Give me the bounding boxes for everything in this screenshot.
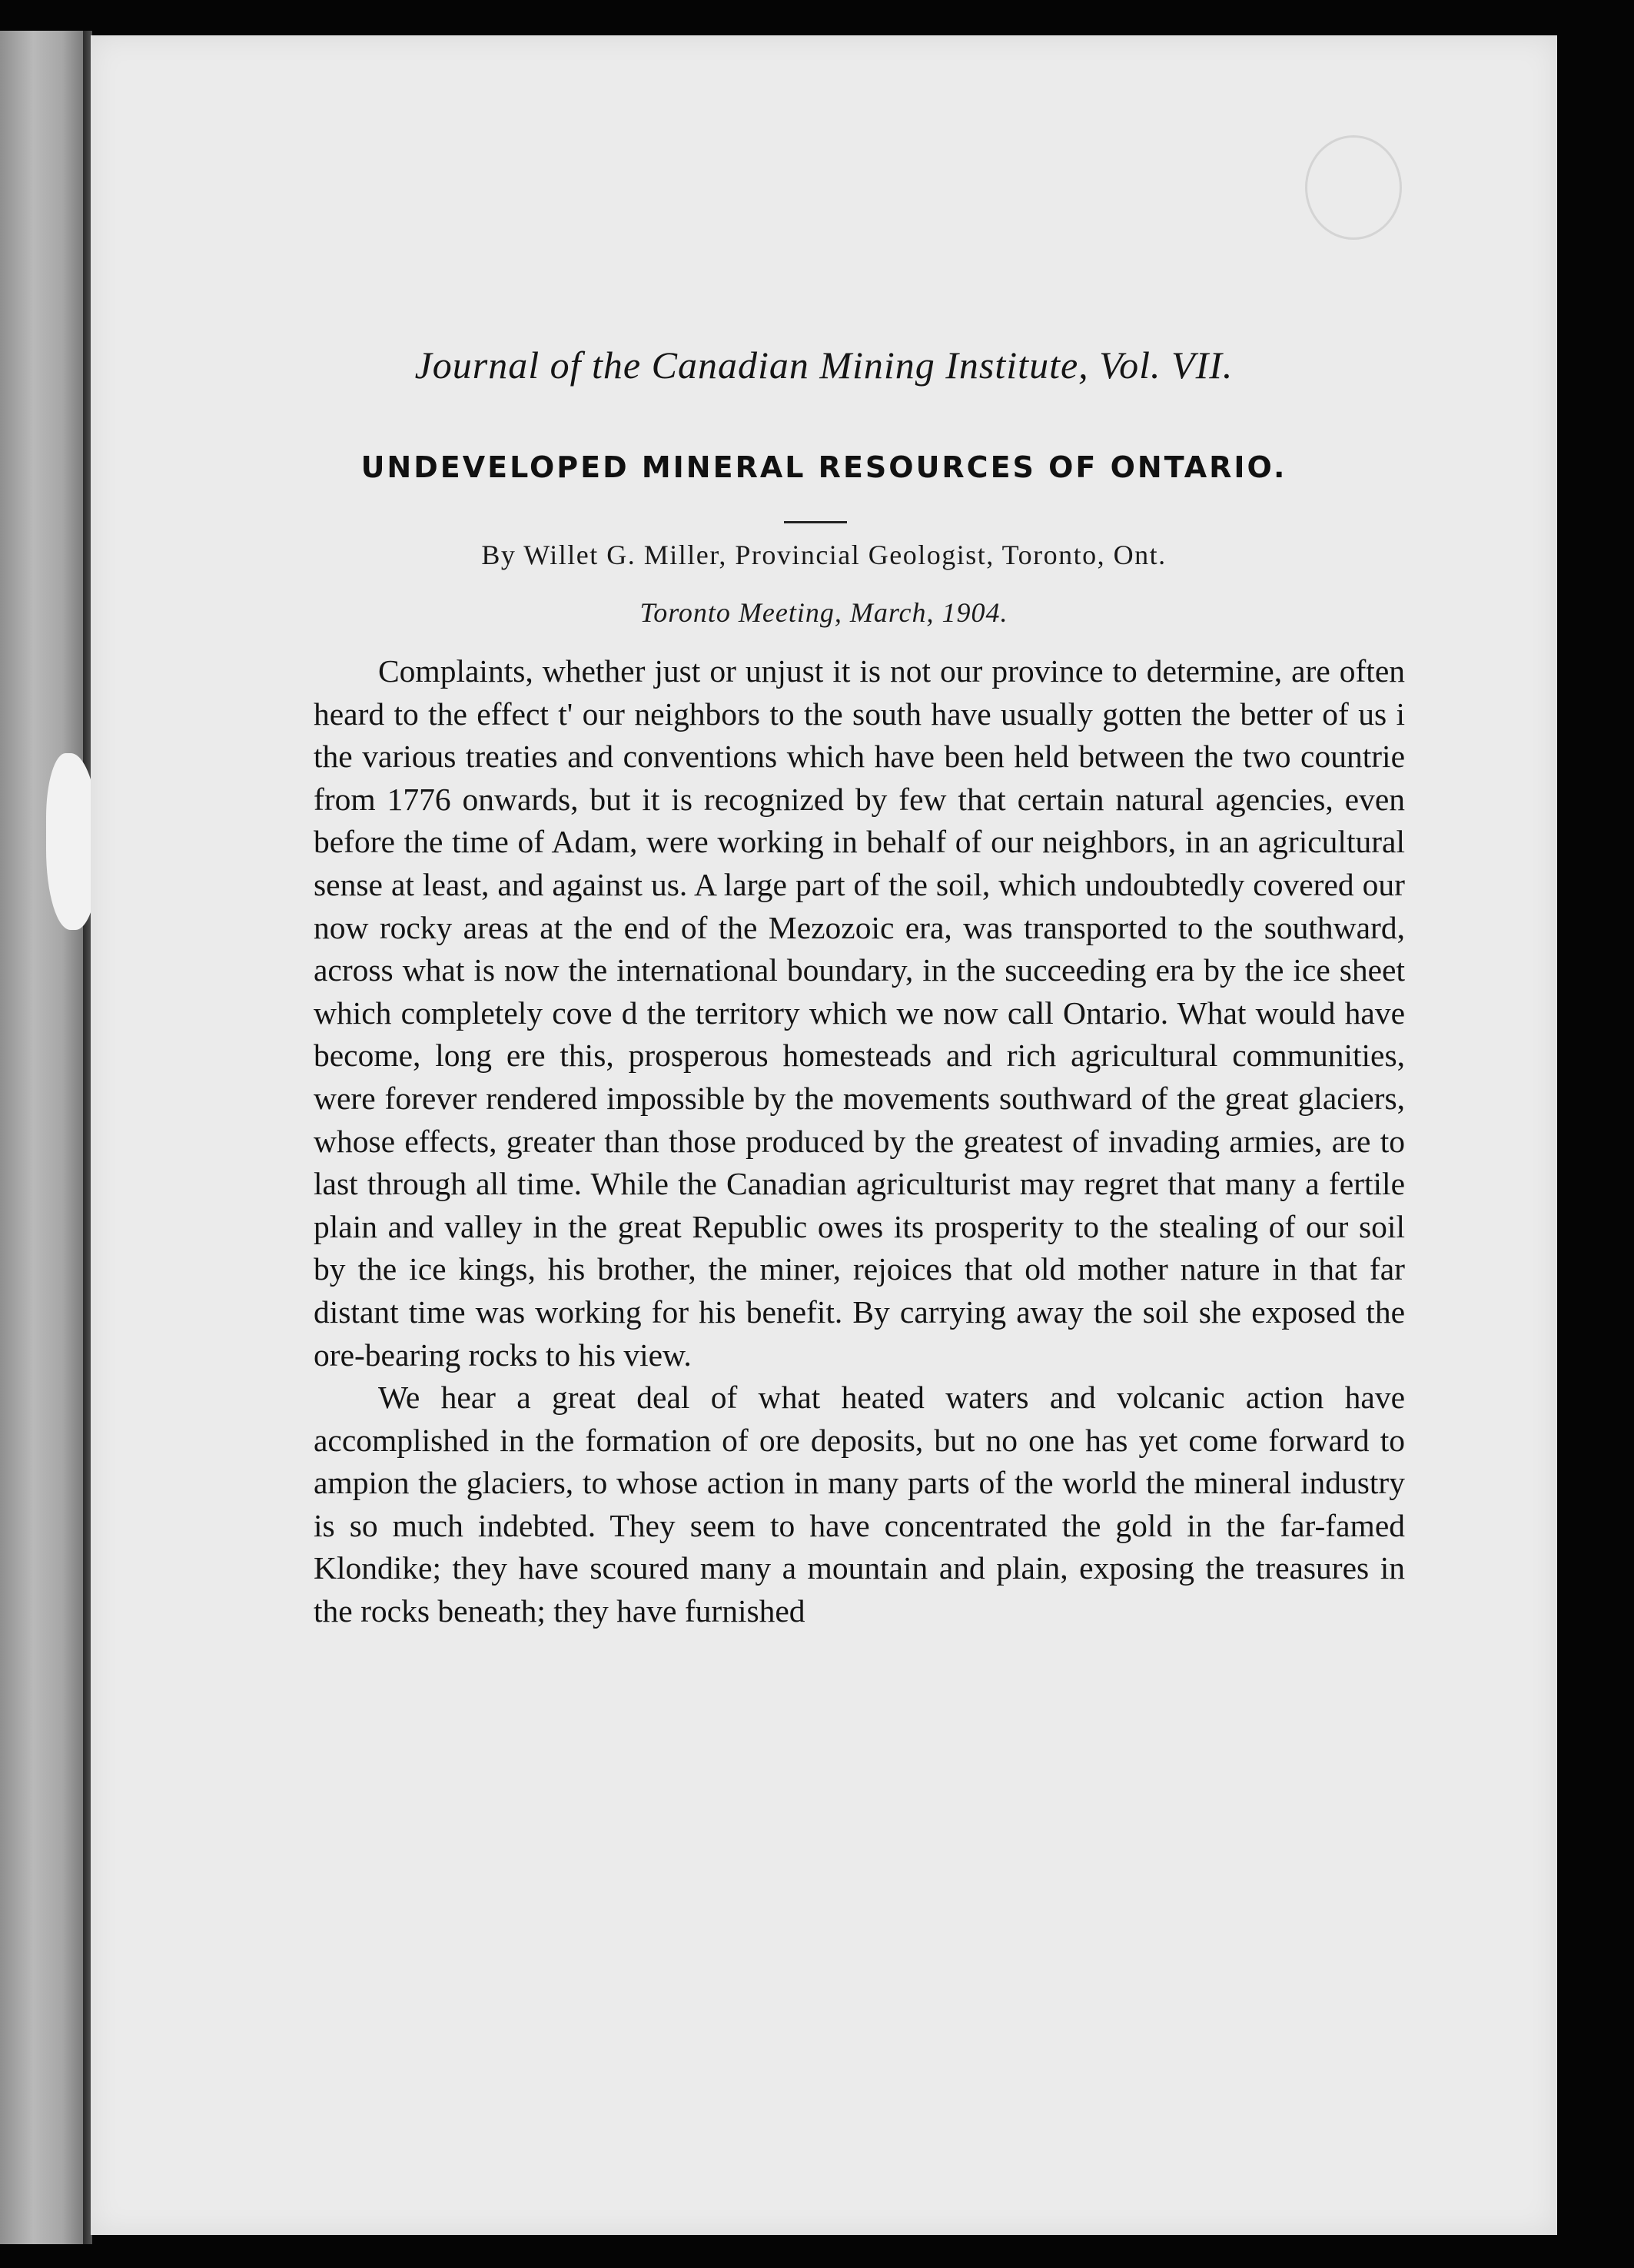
- journal-title: Journal of the Canadian Mining Institute, Vol. VII.: [414, 344, 1234, 387]
- author-byline: By Willet G. Miller, Provincial Geologist, Toronto, Ont.: [481, 540, 1167, 570]
- paragraph-1: Complaints, whether just or unjust it is not our province to determine, are often heard to the effect t' our neighbors to the south have usually gotten the better of us i the various treaties and conventions which have been held between the two countrie from 1776 onwards, but it is recognized by few that certain natural agencies, even before the time of Adam, were working in behalf of our neighbors, in an agricultural sense at least, and against us. A large part of the soil, which undoubtedly covered our now rocky areas at the end of the Mezozoic era, was transported to the southward, across what is now the international boundary, in the succeeding era by the ice sheet which completely cove d the territory which we now call Ontario. What would have become, long ere this, prosperous homesteads and rich agricultural communities, were forever rendered impossible by the movements southward of the great glaciers, whose effects, greater than those produced by the greatest of invading armies, are to last through all time. While the Canadian agriculturist may regret that many a fertile plain and valley in the great Republic owes its prosperity to the stealing of our soil by the ice kings, his brother, the miner, rejoices that old mother nature in that far distant time was working for his benefit. By carrying away the soil she exposed the ore-bearing rocks to his view.: [314, 653, 1405, 1373]
- library-stamp: [1305, 135, 1402, 240]
- title-rule: [784, 521, 847, 523]
- meeting-note: Toronto Meeting, March, 1904.: [639, 597, 1008, 628]
- document-page: [91, 35, 1557, 2235]
- paragraph-2: We hear a great deal of what heated waters and volcanic action have accomplished in the formation of ore deposits, but no one has yet come forward to ampion the glaciers, to whose action in many parts of the world the mineral industry is so much indebted. They seem to have concentrated the gold in the far-famed Klondike; they have scoured many a mountain and plain, exposing the treasures in the rocks beneath; they have furnished: [314, 1380, 1405, 1629]
- article-title: UNDEVELOPED MINERAL RESOURCES OF ONTARIO.: [360, 450, 1287, 484]
- article-body: [314, 650, 1405, 1633]
- binding-strip: [0, 31, 83, 2244]
